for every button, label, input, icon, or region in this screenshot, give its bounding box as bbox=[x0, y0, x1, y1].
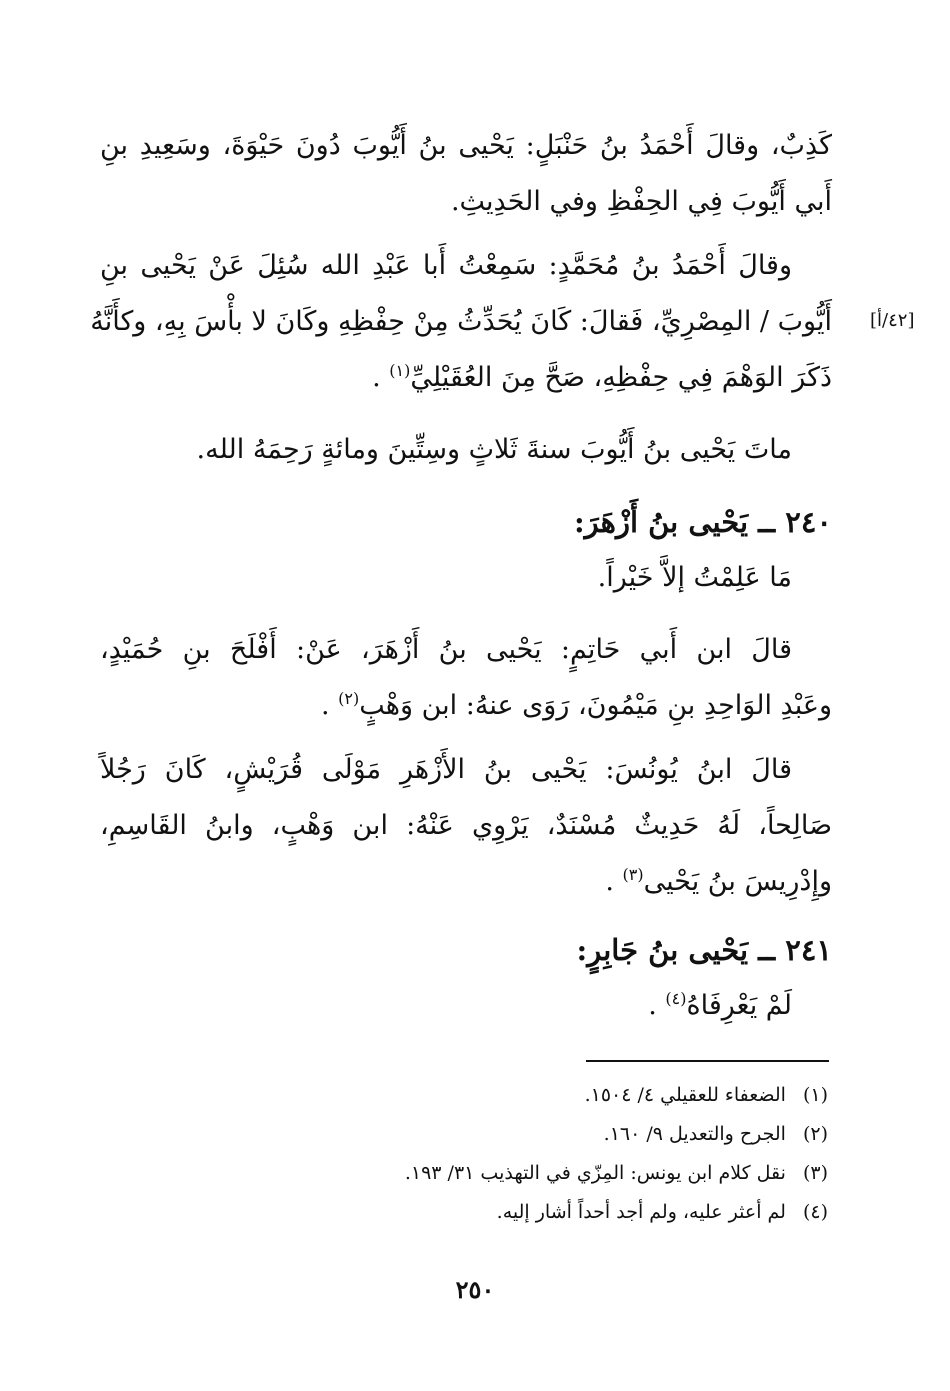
footnote-ref[interactable]: (٤) bbox=[665, 989, 687, 1008]
footnote-ref[interactable]: (٣) bbox=[622, 865, 644, 884]
text-segment: لَمْ يَعْرِفَاهُ bbox=[686, 990, 792, 1021]
text-line: ماتَ يَحْيى بنُ أَيُّوبَ سنةَ ثَلاثٍ وسِتِّينَ ومائةٍ رَحِمَهُ الله. bbox=[196, 434, 792, 465]
text-line: أَيُّوبَ / المِصْرِيِّ، فَقالَ: كَانَ يُحَدِّثُ مِنْ حِفْظِهِ وكَانَ لا بأْسَ بِهِ، وكأَنَّهُ bbox=[90, 306, 832, 337]
paragraph-5 bbox=[100, 742, 832, 910]
entry-verdict: مَا عَلِمْتُ إلاَّ خَيْراً. bbox=[597, 562, 792, 593]
footnote-number: (٤) bbox=[802, 1201, 828, 1223]
footnote-ref[interactable]: (١) bbox=[389, 361, 411, 380]
entry-241 bbox=[100, 922, 832, 1034]
footnotes bbox=[405, 1076, 828, 1232]
footnote-number: (٣) bbox=[802, 1162, 828, 1184]
footnote-number: (٢) bbox=[802, 1123, 828, 1145]
text-segment: . bbox=[320, 690, 330, 721]
text-segment: . bbox=[372, 362, 381, 393]
footnote-text: نقل كلام ابن يونس: المِزّي في التهذيب ٣١/ ١٩٣. bbox=[404, 1162, 786, 1184]
paragraph-1 bbox=[100, 118, 832, 230]
footnote-text: الجرح والتعديل ٩/ ١٦٠. bbox=[603, 1123, 786, 1145]
footnote-item bbox=[405, 1193, 828, 1232]
text-line: وقالَ أَحْمَدُ بنُ مُحَمَّدٍ: سَمِعْتُ أَبا عَبْدِ الله سُئِلَ عَنْ يَحْيى بنِ bbox=[100, 250, 792, 281]
text-line: قالَ ابنُ يُونُسَ: يَحْيى بنُ الأَزْهَرِ مَوْلَى قُرَيْشٍ، كَانَ رَجُلاً bbox=[100, 754, 792, 785]
footnote-item bbox=[405, 1154, 828, 1193]
text-line bbox=[100, 854, 832, 910]
text-segment: ذَكَرَ الوَهْمَ فِي حِفْظِهِ، صَحَّ مِنَ العُقَيْلِيِّ bbox=[410, 362, 832, 393]
footnote-text: لم أعثر عليه، ولم أجد أحداً أشار إليه. bbox=[496, 1201, 786, 1223]
footnote-text: الضعفاء للعقيلي ٤/ ١٥٠٤. bbox=[584, 1084, 786, 1106]
entry-240 bbox=[100, 494, 832, 606]
page-number: ٢٥٠ bbox=[455, 1275, 495, 1304]
entry-heading: ٢٤٠ ــ يَحْيى بنُ أَزْهَرَ: bbox=[573, 505, 832, 539]
text-line: قالَ ابن أَبي حَاتِمٍ: يَحْيى بنُ أَزْهَرَ، عَنْ: أَفْلَحَ بنِ حُمَيْدٍ، bbox=[100, 634, 792, 665]
text-line: أَبي أَيُّوبَ فِي الحِفْظِ وفي الحَدِيثِ. bbox=[450, 186, 832, 217]
footnote-number: (١) bbox=[802, 1084, 828, 1106]
footnote-ref[interactable]: (٢) bbox=[338, 689, 360, 708]
entry-heading: ٢٤١ ــ يَحْيى بنُ جَابِرٍ: bbox=[576, 933, 832, 967]
text-line: كَذِبٌ، وقالَ أَحْمَدُ بنُ حَنْبَلٍ: يَحْيى بنُ أَيُّوبَ دُونَ حَيْوَةَ، وسَعِيدِ بنِ bbox=[100, 130, 832, 161]
paragraph-3 bbox=[100, 422, 832, 478]
text-segment: وإِدْرِيسَ بنُ يَحْيى bbox=[643, 866, 832, 897]
text-line bbox=[100, 350, 832, 406]
text-line: صَالِحاً، لَهُ حَدِيثٌ مُسْنَدٌ، يَرْوِي عَنْهُ: ابن وَهْبٍ، وابنُ القَاسِمِ، bbox=[100, 810, 832, 841]
text-segment: . bbox=[648, 990, 657, 1021]
paragraph-2 bbox=[90, 238, 832, 406]
text-line bbox=[100, 678, 832, 734]
paragraph-4 bbox=[100, 622, 832, 734]
footnote-item bbox=[405, 1115, 828, 1154]
manuscript-folio-ref: [٤٢/أ] bbox=[870, 310, 915, 331]
footnote-item bbox=[405, 1076, 828, 1115]
text-segment: وعَبْدِ الوَاحِدِ بنِ مَيْمُونَ، رَوَى عنهُ: ابن وَهْبٍ bbox=[359, 690, 832, 721]
text-segment: . bbox=[605, 866, 614, 897]
entry-verdict bbox=[100, 978, 832, 1034]
footnote-divider bbox=[586, 1060, 829, 1062]
